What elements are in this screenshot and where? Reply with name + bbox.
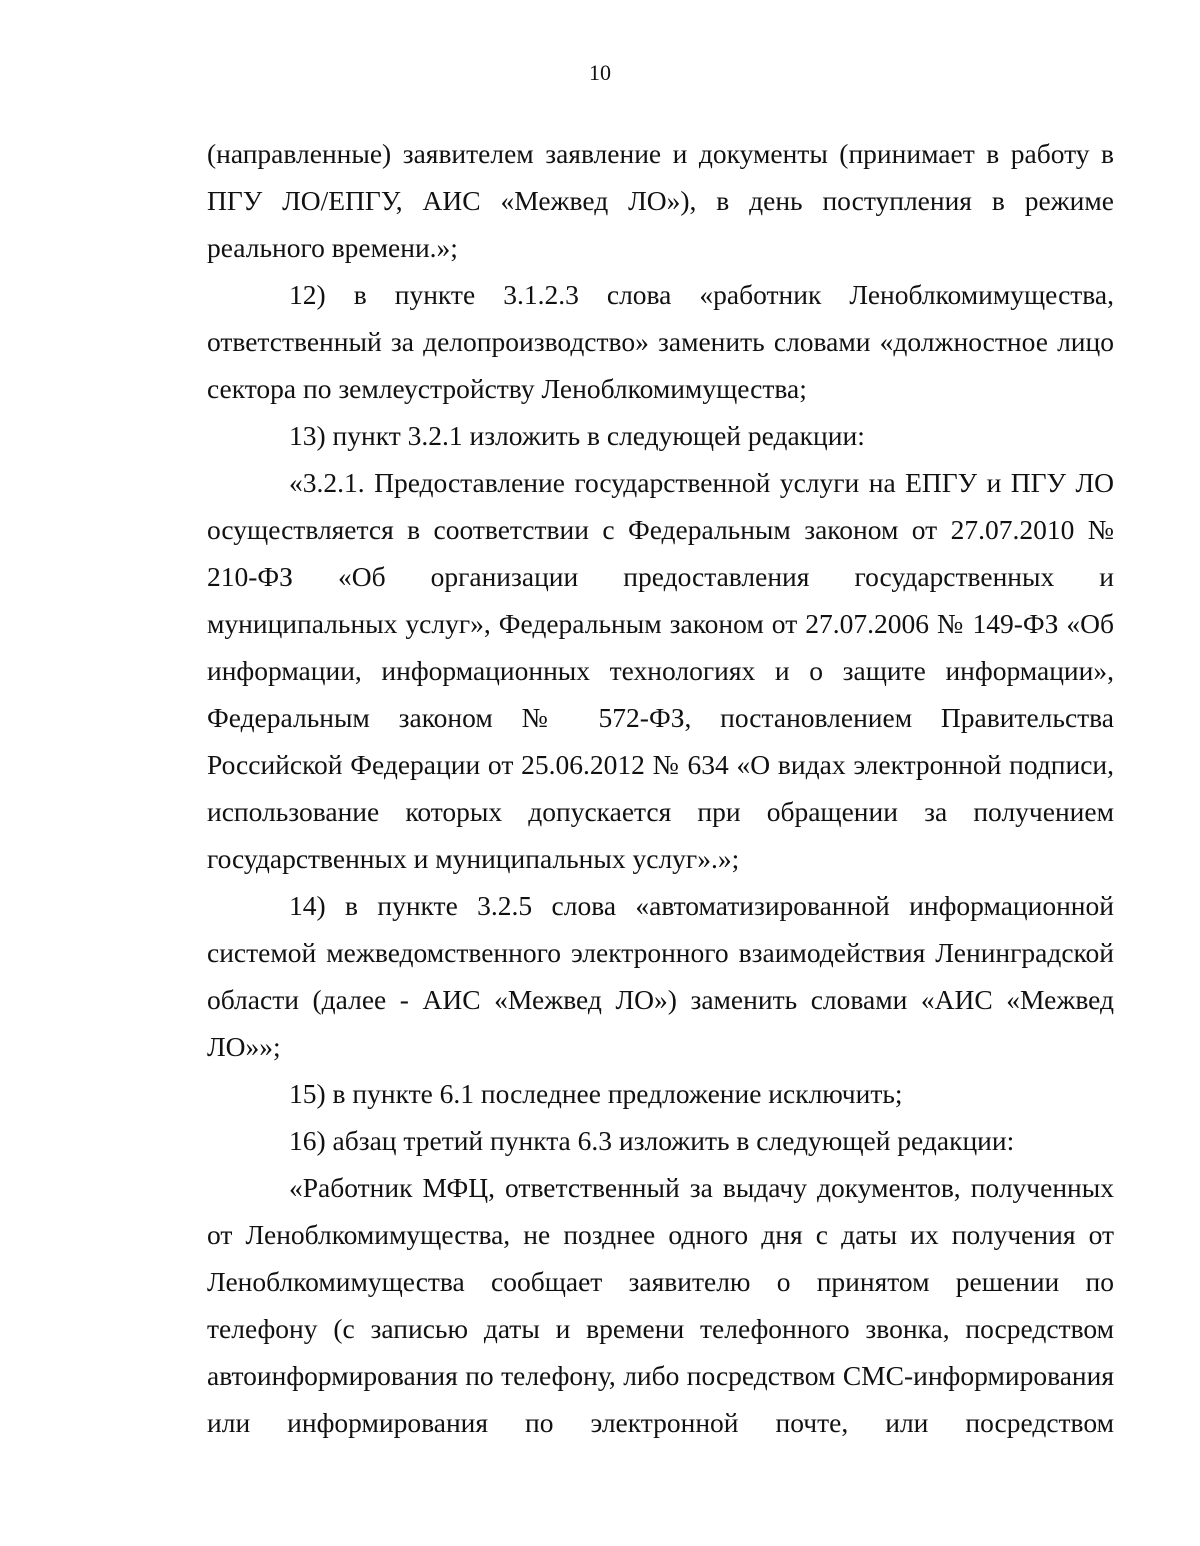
paragraph-continuation: (направленные) заявителем заявление и документы (принимает в работу в ПГУ ЛО/ЕПГУ, АИС «Межвед ЛО»), в день поступления в режиме реального времени.»;	[207, 138, 1114, 263]
paragraph-item-15: 15) в пункте 6.1 последнее предложение исключить;	[289, 1078, 903, 1109]
paragraph-item-12: 12) в пункте 3.1.2.3 слова «работник Леноблкомимущества, ответственный за делопроизводство» заменить словами «должностное лицо сектора по землеустройству Леноблкомимущества;	[207, 279, 1114, 404]
document-body	[207, 130, 1114, 1446]
paragraph-quote-mfc: «Работник МФЦ, ответственный за выдачу документов, полученных от Леноблкомимущества, не позднее одного дня с даты их получения от Леноблкомимущества сообщает заявителю о принятом решении по телефону (с записью даты и времени телефонного звонка, посредством автоинформирования по телефону, либо посредством СМС-информирования или информирования по электронной почте, или посредством	[207, 1172, 1114, 1438]
paragraph-item-16: 16) абзац третий пункта 6.3 изложить в следующей редакции:	[289, 1125, 1015, 1156]
paragraph-item-14: 14) в пункте 3.2.5 слова «автоматизированной информационной системой межведомственного электронного взаимодействия Ленинградской области (далее - АИС «Межвед ЛО») заменить словами «АИС «Межвед ЛО»»;	[207, 890, 1114, 1062]
page-number: 10	[589, 60, 611, 85]
paragraph-item-13: 13) пункт 3.2.1 изложить в следующей редакции:	[289, 420, 865, 451]
paragraph-quote-3-2-1: «3.2.1. Предоставление государственной услуги на ЕПГУ и ПГУ ЛО осуществляется в соответствии с Федеральным законом от 27.07.2010 № 210-ФЗ «Об организации предоставления государственных и муниципальных услуг», Федеральным законом от 27.07.2006 № 149-ФЗ «Об информации, информационных технологиях и о защите информации», Федеральным законом № 572-ФЗ, постановлением Правительства Российской Федерации от 25.06.2012 № 634 «О видах электронной подписи, использование которых допускается при обращении за получением государственных и муниципальных услуг».»;	[207, 467, 1114, 874]
